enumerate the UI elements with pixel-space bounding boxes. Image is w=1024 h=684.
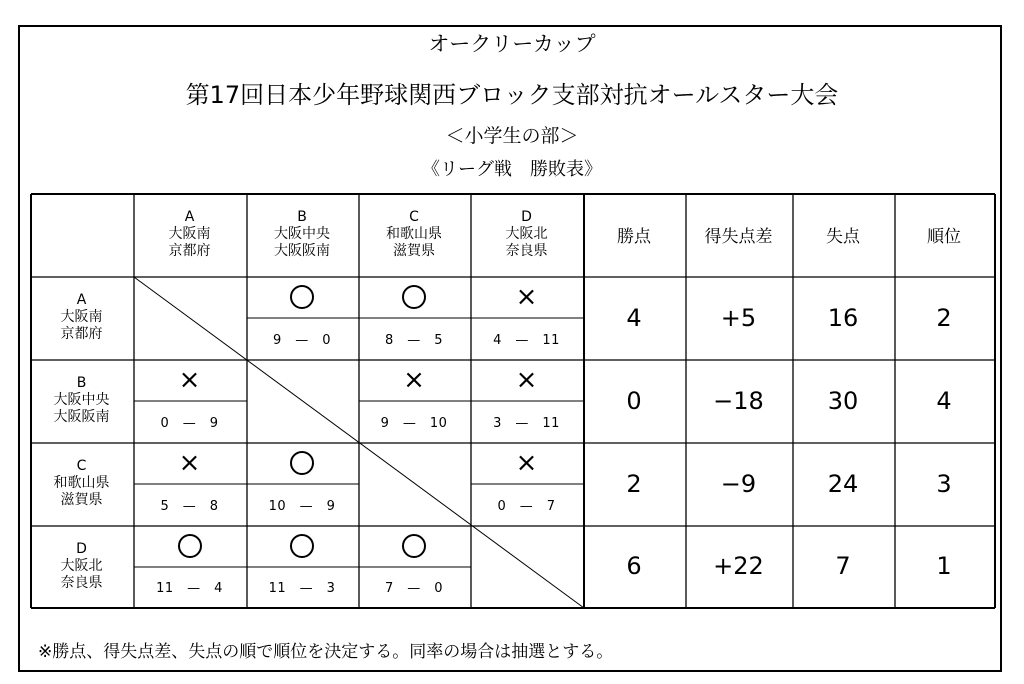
run-differential: +5 bbox=[720, 303, 757, 332]
team-name-line2: 奈良県 bbox=[505, 243, 548, 259]
runs-allowed: 24 bbox=[827, 469, 859, 498]
team-letter: B bbox=[76, 375, 87, 391]
team-name-line2: 京都府 bbox=[60, 326, 103, 342]
runs-allowed: 16 bbox=[827, 303, 859, 332]
match-score: 10 — 9 bbox=[268, 498, 336, 514]
match-score: 9 — 0 bbox=[272, 332, 332, 348]
team-name-line2: 大阪阪南 bbox=[53, 409, 110, 425]
match-score: 5 — 8 bbox=[160, 498, 219, 514]
match-score: 3 — 11 bbox=[493, 415, 560, 431]
rank: 4 bbox=[936, 386, 952, 415]
loss-mark: × bbox=[178, 447, 201, 478]
column-header-stat: 得失点差 bbox=[704, 227, 773, 247]
match-score: 11 — 4 bbox=[156, 581, 223, 596]
column-header-stat: 失点 bbox=[826, 227, 860, 247]
match-score: 11 — 3 bbox=[268, 581, 336, 596]
team-name-line1: 和歌山県 bbox=[53, 475, 110, 491]
team-letter: B bbox=[297, 209, 307, 225]
win-points: 2 bbox=[626, 469, 642, 498]
loss-mark: × bbox=[515, 447, 538, 478]
table-grid-lines bbox=[30, 193, 996, 609]
run-differential: +22 bbox=[713, 552, 764, 580]
rank: 1 bbox=[936, 552, 952, 580]
rank: 3 bbox=[936, 469, 952, 498]
column-header-stat: 勝点 bbox=[617, 227, 651, 247]
league-results-table bbox=[30, 193, 994, 607]
match-score: 4 — 11 bbox=[493, 332, 560, 348]
match-score: 0 — 9 bbox=[160, 415, 219, 431]
runs-allowed: 30 bbox=[827, 386, 859, 415]
run-differential: −18 bbox=[713, 386, 764, 415]
rank: 2 bbox=[936, 303, 952, 332]
tournament-title: 第17回日本少年野球関西ブロック支部対抗オールスター大会 bbox=[185, 81, 839, 109]
team-letter: A bbox=[76, 292, 87, 308]
team-name-line2: 滋賀県 bbox=[60, 492, 103, 508]
team-letter: D bbox=[521, 209, 532, 225]
match-score: 8 — 5 bbox=[384, 332, 444, 348]
column-header-stat: 順位 bbox=[927, 227, 961, 247]
footnote: ※勝点、得失点差、失点の順で順位を決定する。同率の場合は抽選とする。 bbox=[38, 642, 614, 662]
team-name-line1: 大阪南 bbox=[60, 309, 103, 325]
loss-mark: × bbox=[403, 364, 425, 395]
team-name-line1: 和歌山県 bbox=[386, 226, 442, 242]
team-name-line1: 大阪北 bbox=[60, 557, 103, 574]
team-name-line2: 京都府 bbox=[168, 243, 211, 259]
cup-title: オークリーカップ bbox=[428, 32, 596, 56]
match-score: 9 — 10 bbox=[380, 415, 448, 431]
team-name-line1: 大阪南 bbox=[168, 226, 211, 242]
team-name-line2: 奈良県 bbox=[60, 574, 103, 591]
table-title: 《リーグ戦 勝敗表》 bbox=[422, 159, 602, 180]
division-title: ＜小学生の部＞ bbox=[445, 125, 579, 147]
team-letter: C bbox=[76, 458, 87, 474]
team-letter: A bbox=[184, 209, 195, 225]
win-points: 6 bbox=[626, 552, 642, 580]
runs-allowed: 7 bbox=[835, 552, 851, 580]
win-points: 4 bbox=[626, 303, 642, 332]
loss-mark: × bbox=[178, 364, 201, 395]
team-letter: D bbox=[76, 540, 87, 557]
match-score: 0 — 7 bbox=[497, 498, 556, 514]
team-name-line2: 大阪阪南 bbox=[274, 243, 330, 259]
team-name-line1: 大阪中央 bbox=[274, 226, 330, 242]
loss-mark: × bbox=[515, 281, 538, 312]
team-name-line2: 滋賀県 bbox=[393, 243, 435, 259]
team-letter: C bbox=[409, 209, 419, 225]
team-name-line1: 大阪中央 bbox=[53, 392, 110, 408]
team-name-line1: 大阪北 bbox=[505, 226, 548, 242]
win-points: 0 bbox=[626, 386, 642, 415]
match-score: 7 — 0 bbox=[384, 581, 444, 596]
loss-mark: × bbox=[515, 364, 538, 395]
run-differential: −9 bbox=[720, 469, 757, 498]
